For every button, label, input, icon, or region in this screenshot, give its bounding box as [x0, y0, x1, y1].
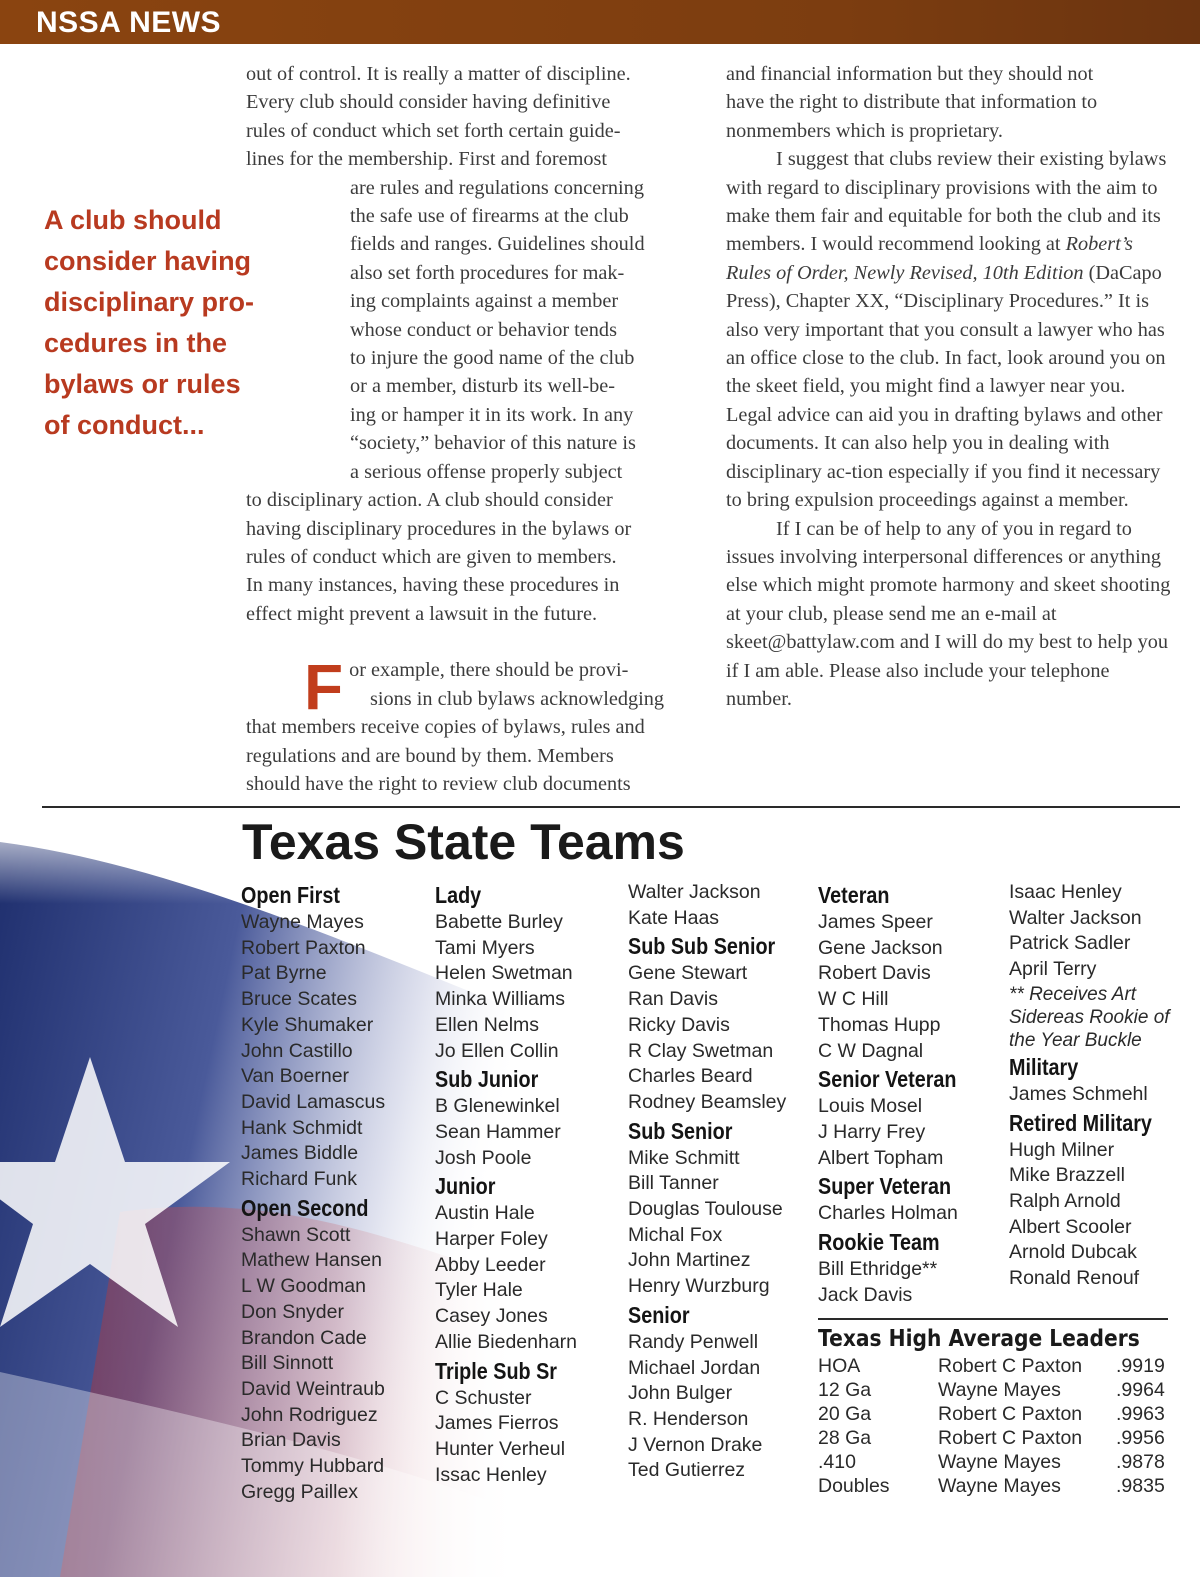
team-member-name: Ellen Nelms [435, 1013, 540, 1036]
team-member-name: Gene Jackson [818, 936, 943, 959]
article-line: lines for the membership. First and foremost [246, 148, 608, 171]
team-member-name: Tommy Hubbard [241, 1455, 385, 1478]
leader-event: HOA [818, 1355, 861, 1377]
article-line: a serious offense properly subject [350, 460, 623, 483]
team-member-name: Pat Byrne [241, 962, 327, 985]
section-divider [42, 806, 1180, 808]
team-member-name: W C Hill [818, 988, 889, 1011]
team-category-heading: Senior [628, 1301, 690, 1328]
leaders-row [818, 1474, 1176, 1498]
team-member-name: Robert Davis [818, 962, 931, 985]
team-member-name: Randy Penwell [628, 1330, 759, 1353]
article-line: whose conduct or behavior tends [350, 318, 617, 341]
team-member-name: Albert Topham [818, 1146, 944, 1169]
article-line: to disciplinary action. A club should consider [246, 489, 613, 512]
leader-name: Wayne Mayes [938, 1379, 1061, 1401]
article-line: Every club should consider having definitive [246, 91, 611, 114]
team-member-name: Casey Jones [435, 1305, 548, 1328]
team-member-name: Wayne Mayes [241, 911, 364, 933]
team-member-name: Bill Tanner [628, 1172, 719, 1195]
team-category-heading: Lady [435, 882, 482, 908]
article-line: rules of conduct which are given to members. [246, 545, 617, 568]
team-category-heading: Senior Veteran [818, 1066, 957, 1093]
team-member-name: J Harry Frey [818, 1120, 926, 1143]
team-category-heading: Rookie Team [818, 1229, 940, 1256]
team-member-name: James Fierros [435, 1412, 559, 1435]
team-category-heading: Retired Military [1009, 1109, 1152, 1136]
article-line: “society,” behavior of this nature is [350, 432, 636, 455]
team-member-name: B Glenewinkel [435, 1095, 560, 1118]
team-category-heading: Military [1009, 1053, 1079, 1080]
team-member-name: April Terry [1009, 958, 1097, 981]
team-member-name: Mike Brazzell [1009, 1164, 1125, 1187]
leaders-row [818, 1402, 1176, 1426]
team-member-name: Ronald Renouf [1009, 1267, 1140, 1290]
article-line: rules of conduct which set forth certain guide- [246, 119, 621, 142]
team-member-name: Babette Burley [435, 911, 563, 933]
team-member-name: Austin Hale [435, 1202, 535, 1225]
article-line: In many instances, having these procedures in [246, 574, 620, 597]
pull-quote-line: cedures in the [44, 328, 228, 358]
pull-quote-line: consider having [44, 246, 252, 276]
team-member-name: Kyle Shumaker [241, 1013, 374, 1036]
team-member-name: J Vernon Drake [628, 1433, 763, 1456]
team-member-name: Isaac Henley [1009, 881, 1122, 903]
team-member-name: Don Snyder [241, 1300, 344, 1323]
team-member-name: John Castillo [241, 1039, 353, 1062]
high-average-leaders [818, 1318, 1178, 1498]
team-member-name: Charles Holman [818, 1202, 958, 1225]
team-member-name: Mike Schmitt [628, 1146, 740, 1169]
article-line: and financial information but they should not [726, 63, 1094, 85]
team-member-name: James Speer [818, 911, 933, 933]
leader-average: .9878 [1116, 1451, 1165, 1473]
leader-name: Robert C Paxton [938, 1427, 1083, 1449]
team-member-name: Gene Stewart [628, 962, 748, 985]
team-member-name: Arnold Dubcak [1009, 1241, 1137, 1264]
article-line: effect might prevent a lawsuit in the future. [246, 602, 598, 625]
team-member-name: John Rodriguez [241, 1403, 378, 1426]
leaders-row [818, 1378, 1176, 1402]
leader-average: .9964 [1116, 1379, 1165, 1401]
section-header-title: NSSA NEWS [36, 6, 222, 39]
team-member-name: Kate Haas [628, 906, 720, 929]
team-member-name: Gregg Paillex [241, 1480, 359, 1503]
leader-event: 28 Ga [818, 1427, 872, 1449]
team-member-name: Hank Schmidt [241, 1116, 363, 1139]
team-member-name: C W Dagnal [818, 1039, 924, 1062]
team-member-name: R Clay Swetman [628, 1039, 774, 1062]
pull-quote [44, 200, 334, 446]
leader-name: Robert C Paxton [938, 1403, 1083, 1425]
article-line: have the right to distribute that information to [726, 91, 1098, 114]
team-member-name: Issac Henley [435, 1463, 547, 1486]
article-line: that members receive copies of bylaws, rules and [246, 716, 645, 739]
leader-average: .9919 [1116, 1355, 1165, 1377]
pull-quote-line: disciplinary pro- [44, 287, 255, 317]
article-col2-paragraph-2: I suggest that clubs review their existing bylaws with regard to disciplinary provisions with the aim to make them fair and equitable for both the club and its members. I would recommend looking at Robert’s Rules of Order, Newly Revised, 10th Edition (DaCapo Press), Chapter XX, “Disciplinary Procedures.” It is also very important that you consult a lawyer who has an office close to the club. In fact, look around you on the skeet field, you might find a lawyer near you. Legal advice can aid you in drafting bylaws and other documents. It can also help you in dealing with disciplinary ac-tion especially if you find it necessary to bring expulsion proceedings against a member. [726, 148, 1167, 512]
team-member-name: Patrick Sadler [1009, 932, 1131, 955]
leader-event: Doubles [818, 1475, 890, 1497]
article-line: having disciplinary procedures in the bylaws or [246, 517, 632, 540]
pull-quote-line: of conduct... [44, 410, 205, 440]
book-title: Robert’s Rules of Order, Newly Revised, 10th Edition [726, 233, 1133, 284]
team-member-name: James Biddle [241, 1142, 359, 1165]
teams-column-5 [1009, 880, 1179, 1292]
team-member-name: James Schmehl [1009, 1082, 1148, 1105]
team-member-name: Richard Funk [241, 1168, 357, 1191]
leaders-table [818, 1354, 1176, 1498]
article-col1-bottom [246, 486, 706, 628]
team-member-name: Mathew Hansen [241, 1249, 382, 1272]
article-line: fields and ranges. Guidelines should [350, 233, 645, 256]
team-member-name: David Lamascus [241, 1090, 386, 1113]
team-member-name: Walter Jackson [628, 881, 761, 903]
team-member-name: Allie Biedenharn [435, 1330, 578, 1353]
team-member-name: Brian Davis [241, 1429, 341, 1452]
leaders-row [818, 1426, 1176, 1450]
team-member-name: Bill Ethridge** [818, 1258, 938, 1281]
team-member-name: L W Goodman [241, 1275, 366, 1298]
team-member-name: Josh Poole [435, 1146, 532, 1169]
leaders-title: Texas High Average Leaders [818, 1326, 1140, 1352]
article-col2-paragraph-3: If I can be of help to any of you in regard to issues involving interpersonal differences or anything else which might promote harmony and skeet shooting at your club, please send me an e-mail at skeet@battylaw.com and I will do my best to help you if I am able. Please also include your telephone number. [726, 517, 1171, 710]
teams-heading: Texas State Teams [242, 814, 685, 870]
article-line: or example, there should be provi- [349, 659, 629, 682]
team-member-name: Harper Foley [435, 1228, 548, 1251]
team-member-name: Michal Fox [628, 1223, 723, 1246]
team-category-heading: Sub Junior [435, 1066, 539, 1093]
team-member-name: Van Boerner [241, 1065, 350, 1088]
team-member-name: Charles Beard [628, 1065, 753, 1088]
team-member-name: Rodney Beamsley [628, 1090, 787, 1113]
team-member-name: Louis Mosel [818, 1095, 923, 1118]
teams-column-1 [241, 880, 389, 1505]
article-paragraph-2 [246, 651, 706, 798]
team-member-name: Bruce Scates [241, 988, 357, 1011]
team-member-name: Ted Gutierrez [628, 1459, 746, 1482]
team-member-name: Ralph Arnold [1009, 1189, 1121, 1212]
team-member-name: Tyler Hale [435, 1279, 523, 1302]
team-member-name: Douglas Toulouse [628, 1198, 783, 1221]
team-category-heading: Junior [435, 1173, 496, 1200]
leaders-row [818, 1354, 1176, 1378]
article-line: nonmembers which is proprietary. [726, 119, 1003, 142]
team-member-name: Tami Myers [435, 936, 535, 959]
team-member-name: Michael Jordan [628, 1356, 761, 1379]
leader-name: Wayne Mayes [938, 1475, 1061, 1497]
article-line: also set forth procedures for mak- [350, 261, 625, 284]
team-category-heading: Triple Sub Sr [435, 1357, 558, 1384]
article-line: or a member, disturb its well-be- [350, 375, 616, 398]
team-member-name: Albert Scooler [1009, 1215, 1132, 1238]
team-member-name: Jo Ellen Collin [435, 1039, 559, 1062]
team-member-name: Hunter Verheul [435, 1437, 566, 1460]
drop-cap-letter: F [304, 651, 344, 724]
team-category-heading: Sub Sub Senior [628, 933, 776, 960]
article-line: regulations and are bound by them. Members [246, 744, 614, 767]
article-line: ing complaints against a member [350, 290, 619, 313]
article-line: the safe use of firearms at the club [350, 205, 629, 228]
leader-event: 20 Ga [818, 1403, 872, 1425]
team-member-name: Walter Jackson [1009, 906, 1142, 929]
article-line: are rules and regulations concerning [350, 176, 644, 199]
team-category-heading: Sub Senior [628, 1117, 733, 1144]
leader-average: .9956 [1116, 1427, 1165, 1449]
team-member-name: Ran Davis [628, 988, 718, 1011]
team-member-name: C Schuster [435, 1386, 532, 1409]
team-category-heading: Super Veteran [818, 1173, 952, 1200]
teams-column-2 [435, 880, 577, 1488]
team-footnote: ** Receives Art Sidereas Rookie of the Year Buckle [1009, 983, 1170, 1051]
team-member-name: David Weintraub [241, 1377, 385, 1400]
team-member-name: Hugh Milner [1009, 1138, 1115, 1161]
team-member-name: R. Henderson [628, 1407, 749, 1430]
article-col1-narrow [350, 174, 706, 486]
leaders-divider [818, 1318, 1168, 1320]
team-member-name: Jack Davis [818, 1283, 913, 1306]
leader-average: .9835 [1116, 1475, 1165, 1497]
leader-event: 12 Ga [818, 1379, 872, 1401]
article-col2-paragraph-1 [726, 60, 1176, 145]
section-header-bar [0, 0, 1200, 44]
leader-name: Robert C Paxton [938, 1355, 1083, 1377]
teams-column-3 [628, 880, 799, 1484]
leaders-row [818, 1450, 1176, 1474]
article-line: to injure the good name of the club [350, 347, 635, 370]
team-category-heading: Open Second [241, 1194, 369, 1221]
article-line: should have the right to review club documents [246, 772, 631, 795]
team-member-name: John Martinez [628, 1249, 751, 1272]
article-line: out of control. It is really a matter of discipline. [246, 63, 631, 85]
leader-name: Wayne Mayes [938, 1451, 1061, 1473]
team-member-name: Henry Wurzburg [628, 1275, 770, 1298]
team-category-heading: Open First [241, 882, 340, 908]
leader-average: .9963 [1116, 1403, 1165, 1425]
article-line: sions in club bylaws acknowledging [370, 687, 665, 710]
pull-quote-line: bylaws or rules [44, 369, 241, 399]
article-line: ing or hamper it in its work. In any [350, 403, 634, 426]
pull-quote-line: A club should [44, 205, 222, 235]
team-member-name: Shawn Scott [241, 1223, 351, 1246]
team-member-name: Brandon Cade [241, 1326, 367, 1349]
leader-event: .410 [818, 1451, 856, 1473]
team-member-name: Abby Leeder [435, 1253, 546, 1276]
team-member-name: Robert Paxton [241, 936, 366, 959]
team-member-name: Sean Hammer [435, 1120, 561, 1143]
teams-column-4 [818, 880, 979, 1308]
team-member-name: Minka Williams [435, 988, 566, 1011]
team-member-name: Helen Swetman [435, 962, 573, 985]
team-member-name: Bill Sinnott [241, 1352, 334, 1375]
article-column-2 [726, 60, 1176, 713]
team-category-heading: Veteran [818, 882, 890, 908]
team-member-name: John Bulger [628, 1382, 733, 1405]
team-member-name: Ricky Davis [628, 1013, 730, 1036]
team-member-name: Thomas Hupp [818, 1013, 941, 1036]
article-col1-top [246, 60, 706, 174]
